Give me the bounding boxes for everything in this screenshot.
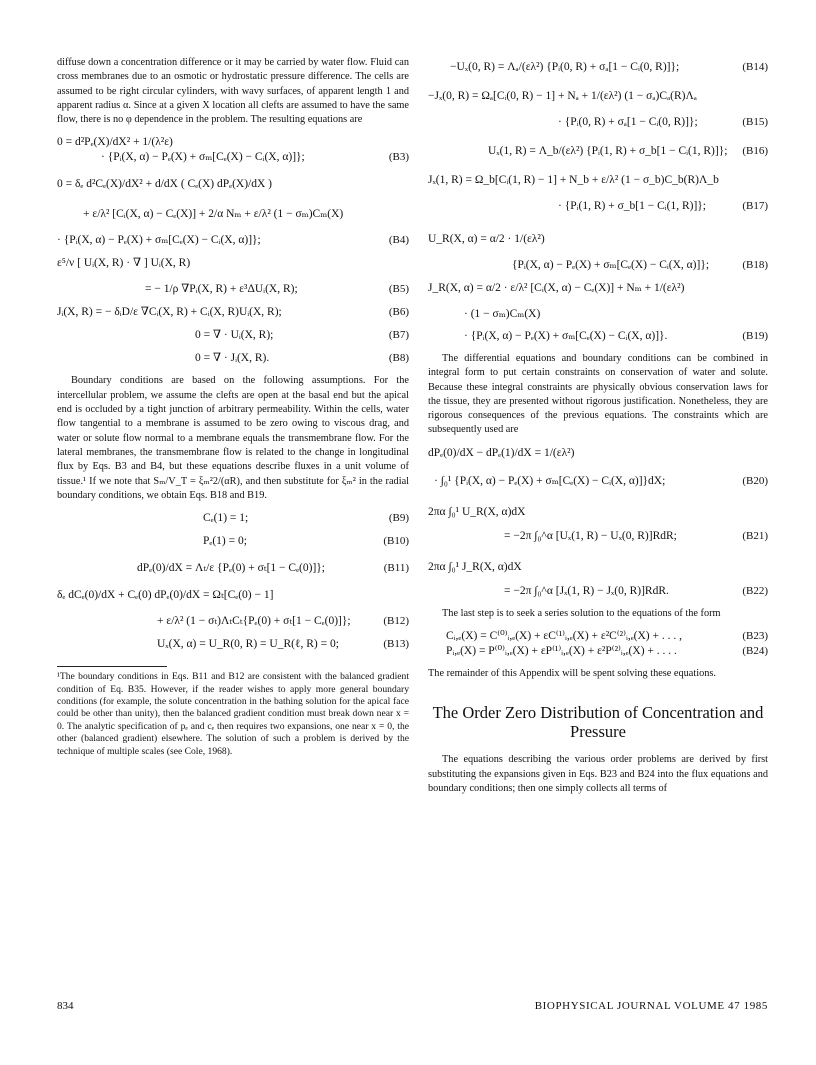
equation-b3: 0 = d²Pₑ(X)/dX² + 1/(λ²ε) · {Pᵢ(X, α) − Pₑ(X) + σₘ[Cₑ(X) − Cᵢ(X, α)]}; (B3) (57, 136, 409, 164)
equation-b23: Cᵢ,ₑ(X) = C⁽⁰⁾ᵢ,ₑ(X) + εC⁽¹⁾ᵢ,ₑ(X) + ε²C⁽²⁾ᵢ,ₑ(X) + . . . , (B23) (446, 630, 768, 643)
equation-b8: 0 = ∇ · Jᵢ(X, R). (B8) (195, 352, 409, 365)
page-number: 834 (57, 1000, 74, 1012)
equation-b19: J_R(X, α) = α/2 · ε/λ² [Cᵢ(X, α) − Cₑ(X)] + Nₘ + 1/(ελ²) · (1 − σₘ)Cₘ(X) · {Pᵢ(X, α) − Pₑ(X) + σₘ[Cₑ(X) − Cᵢ(X, α)]}. (B19) (428, 282, 768, 342)
order-paragraph: The equations describing the various order problems are derived by first substituting the expansions given in Eqs. B23 and B24 into the flux equations and boundary conditions; then one simply collects all terms of (428, 754, 768, 794)
equation-b14: −Uₓ(0, R) = Λₐ/(ελ²) {Pᵢ(0, R) + σₐ[1 − Cᵢ(0, R)]}; (B14) (450, 61, 768, 73)
equation-b5: ε⁵/ν [ Uᵢ(X, R) · ∇ ] Uᵢ(X, R) = − 1/ρ ∇Pᵢ(X, R) + ε³ΔUᵢ(X, R); (B5) (57, 257, 409, 296)
equation-b9: Cₑ(1) = 1; (B9) (203, 512, 409, 525)
equation-b11: dPₑ(0)/dX = Λₜ/ε {Pₑ(0) + σₜ[1 − Cₑ(0)]}; (B11) (137, 562, 409, 575)
equation-b17: Jₓ(1, R) = Ω_b[Cᵢ(1, R) − 1] + N_b + ε/λ² (1 − σ_b)C_b(R)Λ_b · {Pᵢ(1, R) + σ_b[1 − Cᵢ(1, R)]}; (B17) (428, 174, 768, 212)
equation-b22: 2πα ∫₀¹ J_R(X, α)dX = −2π ∫₀^α [Jₓ(1, R) − Jₓ(0, R)]RdR. (B22) (428, 560, 768, 597)
left-column (57, 56, 409, 758)
last-step-paragraph: The last step is to seek a series solution to the equations of the form (442, 607, 721, 619)
remainder-paragraph: The remainder of this Appendix will be spent solving these equations. (428, 668, 716, 680)
integral-paragraph: The differential equations and boundary conditions can be combined in integral form to put certain constraints on conservation of water and solute. Because these integral constraints are physically obvious conservation laws for the tissue, they are presented without rigorous justification. Nonetheless, they are rigorous consequences of the previous equations. The constraints which are subsequently used are (428, 353, 768, 436)
equation-b13: Uₓ(X, α) = U_R(0, R) = U_R(ℓ, R) = 0; (B13) (157, 638, 409, 651)
equation-b24: Pᵢ,ₑ(X) = P⁽⁰⁾ᵢ,ₑ(X) + εP⁽¹⁾ᵢ,ₑ(X) + ε²P⁽²⁾ᵢ,ₑ(X) + . . . . (B24) (446, 645, 768, 658)
equation-b12: δₑ dCₑ(0)/dX + Cₑ(0) dPₑ(0)/dX = Ωₜ[Cₑ(0) − 1] + ε/λ² (1 − σₜ)ΛₜCₜ{Pₑ(0) + σₜ[1 − Cₑ(0)]}; (B12) (57, 589, 409, 628)
equation-b20: dPₑ(0)/dX − dPₑ(1)/dX = 1/(ελ²) · ∫₀¹ {Pᵢ(X, α) − Pₑ(X) + σₘ[Cₑ(X) − Cᵢ(X, α)]}dX; (B20) (428, 446, 768, 487)
equation-b16: Uₓ(1, R) = Λ_b/(ελ²) {Pᵢ(1, R) + σ_b[1 − Cᵢ(1, R)]}; (B16) (488, 145, 768, 157)
equation-b7: 0 = ∇ · Uᵢ(X, R); (B7) (195, 329, 409, 342)
equation-b4: 0 = δₑ d²Cₑ(X)/dX² + d/dX ( Cₑ(X) dPₑ(X)/dX ) + ε/λ² [Cᵢ(X, α) − Cₑ(X)] + 2/α Nₘ + ε/λ² (1 − σₘ)Cₘ(X) · {Pᵢ(X, α) − Pₑ(X) + σₘ[Cₑ(X) − Cᵢ(X, α)]}; (B4) (57, 178, 409, 247)
footnote (57, 671, 409, 758)
intro-paragraph: diffuse down a concentration difference or it may be carried by water flow. Fluid can cross membranes due to an osmotic or hydrostatic pressure difference. The cells are assumed to be right circular cylinders, with wavy surfaces, of apparent length 1 and apparent radius α. Since at a given X location all clefts are assumed to have the same flow, there is no φ dependence in the problem. The resulting equations are (57, 57, 409, 126)
section-heading: The Order Zero Distribution of Concentration and Pressure (432, 703, 764, 742)
equation-b18: U_R(X, α) = α/2 · 1/(ελ²) {Pᵢ(X, α) − Pₑ(X) + σₘ[Cₑ(X) − Cᵢ(X, α)]}; (B18) (428, 233, 768, 271)
right-column (428, 56, 768, 796)
equation-b6: Jᵢ(X, R) = − δᵢD/ε ∇Cᵢ(X, R) + Cᵢ(X, R)Uᵢ(X, R); (B6) (57, 306, 409, 319)
footnote-rule (57, 666, 167, 667)
equation-b21: 2πα ∫₀¹ U_R(X, α)dX = −2π ∫₀^α [Uₓ(1, R) − Uₓ(0, R)]RdR; (B21) (428, 505, 768, 542)
equation-b10: Pₑ(1) = 0; (B10) (203, 535, 409, 548)
boundary-paragraph: Boundary conditions are based on the following assumptions. For the intercellular problem, we assume the clefts are open at the basal end but the apical end is occluded by a tight junction of arbitrary permeability. Within the cells, water flow tangential to a membrane is assumed to be zero owing to viscous drag, and water or solute flow normal to a membrane equals the transmembrane flow. For the lateral membranes, the transmembrane flow is related to the change in longitudinal flux by Eqs. B3 and B4, but these equations describe fluxes in a unit volume of tissue.¹ If we note that Sₘ/V_T = ξₘ²2/(αR), and then substitute for ξₘ² in the radial boundary conditions, we obtain Eqs. B18 and B19. (57, 375, 409, 501)
journal-footer: BIOPHYSICAL JOURNAL VOLUME 47 1985 (534, 1000, 768, 1012)
equation-b15: −Jₓ(0, R) = Ωₐ[Cᵢ(0, R) − 1] + Nₐ + 1/(ελ²) (1 − σₐ)Cₐ(R)Λₐ · {Pᵢ(0, R) + σₐ[1 − Cᵢ(0, R)]}; (B15) (428, 90, 768, 128)
footnote-text: ¹The boundary conditions in Eqs. B11 and B12 are consistent with the balanced gradient condition of Eq. B35. However, if the reader wishes to apply more general boundary conditions (for example, the solute concentration in the bathing solution for the apical face could be other than unity), then the balanced gradient condition must break down near x = 0. The analytic specification of pₑ and cₑ then requires two expansions, one near x = 0, the other (balanced gradient) elsewhere. The solution of such a problem is derived by the technique of multiple scales (see Cole, 1968). (57, 671, 409, 757)
